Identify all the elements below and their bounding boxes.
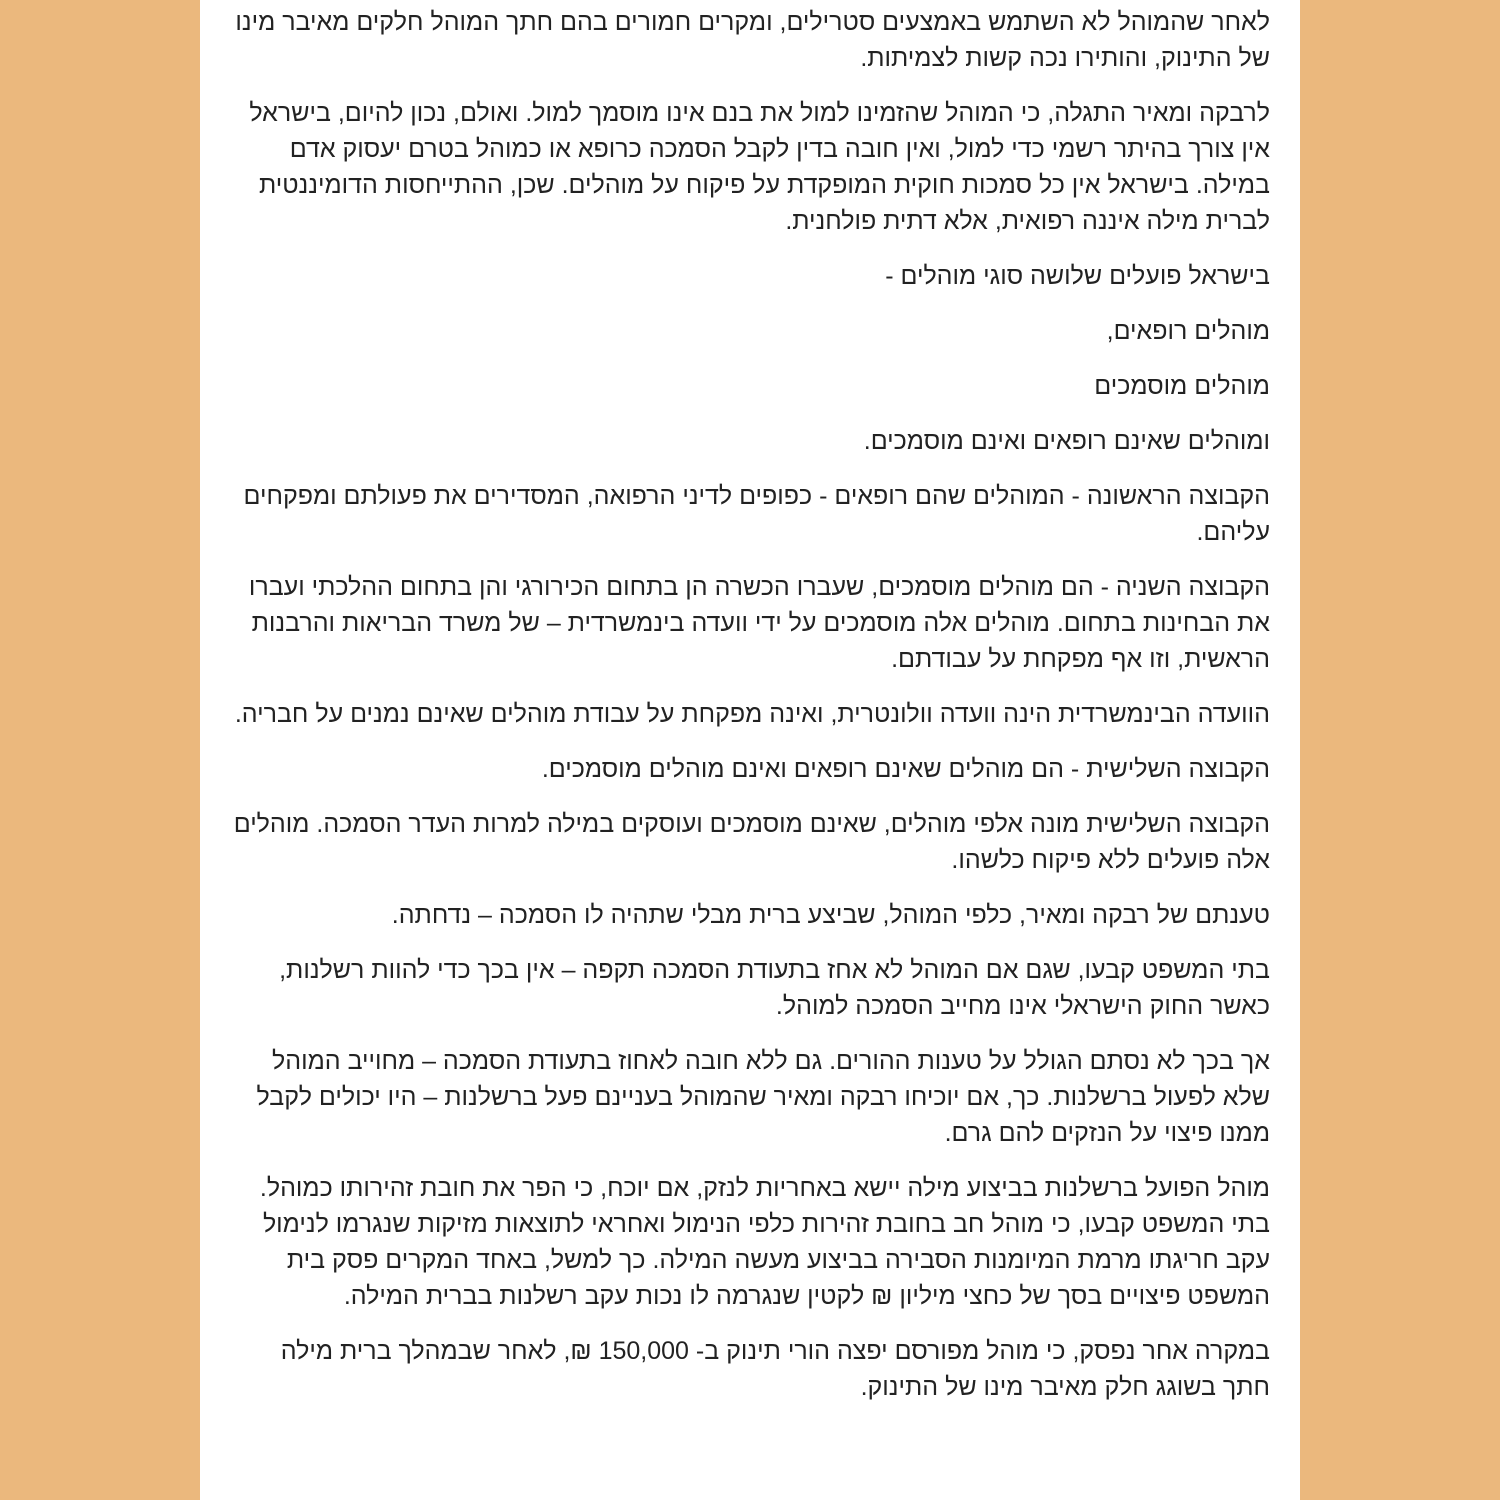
paragraph: בישראל פועלים שלושה סוגי מוהלים - <box>885 262 1270 290</box>
paragraph: הקבוצה הראשונה - המוהלים שהם רופאים - כפופים לדיני הרפואה, המסדירים את פעולתם ומפקחים עליהם. <box>243 482 1270 546</box>
paragraph: טענתם של רבקה ומאיר, כלפי המוהל, שביצע ברית מבלי שתהיה לו הסמכה – נדחתה. <box>391 901 1270 929</box>
paragraph: הוועדה הבינמשרדית הינה וועדה וולונטרית, ואינה מפקחת על עבודת מוהלים שאינם נמנים על חבריה. <box>234 700 1270 728</box>
paragraph: מוהל הפועל ברשלנות בביצוע מילה יישא באחריות לנזק, אם יוכח, כי הפר את חובת זהירותו כמוהל. בתי המשפט קבעו, כי מוהל חב בחובת זהירות כלפי הנימול ואחראי לתוצאות מזיקות שנגרמו לנימול עקב חריגתו מרמת המיומנות הסבירה בביצוע מעשה המילה. כך למשל, באחד המקרים פסק בית המשפט פיצויים בסך של כחצי מיליון ₪ לקטין שנגרמה לו נכות עקב רשלנות בברית המילה. <box>259 1174 1270 1310</box>
paragraph: במקרה אחר נפסק, כי מוהל מפורסם יפצה הורי תינוק ב- 150,000 ₪, לאחר שבמהלך ברית מילה חתך בשוגג חלק מאיבר מינו של התינוק. <box>280 1337 1270 1401</box>
paragraph: הקבוצה השלישית מונה אלפי מוהלים, שאינם מוסמכים ועוסקים במילה למרות העדר הסמכה. מוהלים אלה פועלים ללא פיקוח כלשהו. <box>233 810 1270 874</box>
paragraph: לאחר שהמוהל לא השתמש באמצעים סטרילים, ומקרים חמורים בהם חתך המוהל חלקים מאיבר מינו של התינוק, והותירו נכה קשות לצמיתות. <box>235 8 1270 72</box>
paragraph: הקבוצה השלישית - הם מוהלים שאינם רופאים ואינם מוהלים מוסמכים. <box>541 755 1270 783</box>
paragraph: בתי המשפט קבעו, שגם אם המוהל לא אחז בתעודת הסמכה תקפה – אין בכך כדי להוות רשלנות, כאשר החוק הישראלי אינו מחייב הסמכה למוהל. <box>279 956 1270 1020</box>
paragraph: הקבוצה השניה - הם מוהלים מוסמכים, שעברו הכשרה הן בתחום הכירורגי והן בתחום ההלכתי ועברו את הבחינות בתחום. מוהלים אלה מוסמכים על ידי וועדה בינמשרדית – של משרד הבריאות והרבנות הראשית, וזו אף מפקחת על עבודתם. <box>248 573 1270 673</box>
paragraph: מוהלים רופאים, <box>1106 317 1270 345</box>
paragraph: אך בכך לא נסתם הגולל על טענות ההורים. גם ללא חובה לאחוז בתעודת הסמכה – מחוייב המוהל שלא לפעול ברשלנות. כך, אם יוכיחו רבקה ומאיר שהמוהל בעניינם פעל ברשלנות – היו יכולים לקבל ממנו פיצוי על הנזקים להם גרם. <box>256 1047 1270 1147</box>
document-body <box>230 4 1270 1424</box>
paragraph: מוהלים מוסמכים <box>1094 372 1270 400</box>
paragraph: לרבקה ומאיר התגלה, כי המוהל שהזמינו למול את בנם אינו מוסמך למול. ואולם, נכון להיום, בישראל אין צורך בהיתר רשמי כדי למול, ואין חובה בדין לקבל הסמכה כרופא או כמוהל בטרם יעסוק אדם במילה. בישראל אין כל סמכות חוקית המופקדת על פיקוח על מוהלים. שכן, ההתייחסות הדומיננטית לברית מילה איננה רפואית, אלא דתית פולחנית. <box>249 99 1270 235</box>
paragraph: ומוהלים שאינם רופאים ואינם מוסמכים. <box>863 427 1270 455</box>
document-column <box>200 0 1300 1500</box>
